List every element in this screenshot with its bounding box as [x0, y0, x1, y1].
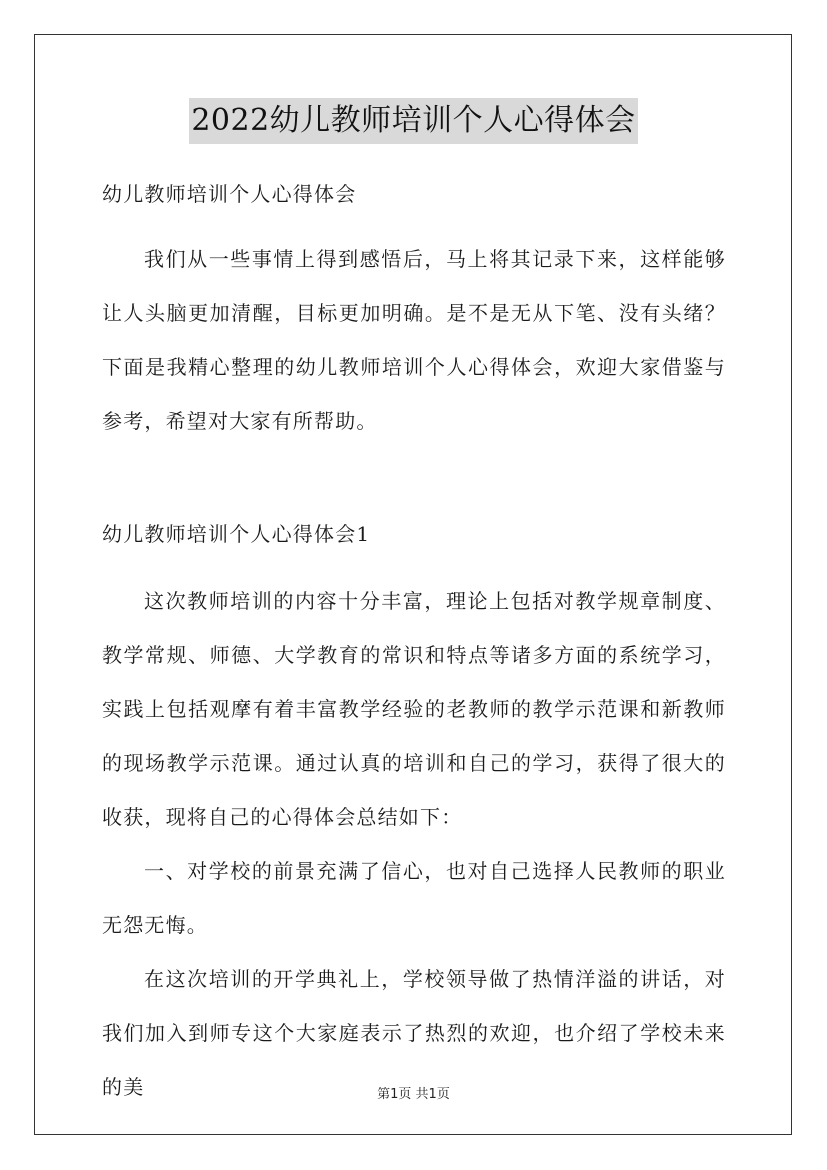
- section-title: 幼儿教师培训个人心得体会1: [102, 522, 371, 546]
- spacer: [102, 212, 726, 232]
- title-container: [0, 98, 827, 144]
- document-subtitle: 幼儿教师培训个人心得体会: [102, 182, 357, 206]
- document-body: [102, 176, 726, 1114]
- page-footer: 第1页 共1页: [377, 1087, 450, 1102]
- document-title: 2022幼儿教师培训个人心得体会: [189, 98, 637, 144]
- body-paragraph: 这次教师培训的内容十分丰富，理论上包括对教学规章制度、教学常规、师德、大学教育的常识和特点等诸多方面的系统学习，实践上包括观摩有着丰富教学经验的老教师的教学示范课和新教师的现场教学示范课。通过认真的培训和自己的学习，获得了很大的收获，现将自己的心得体会总结如下：: [102, 589, 726, 829]
- intro-paragraph: 我们从一些事情上得到感悟后，马上将其记录下来，这样能够让人头脑更加清醒，目标更加明确。是不是无从下笔、没有头绪？下面是我精心整理的幼儿教师培训个人心得体会，欢迎大家借鉴与参考，希望对大家有所帮助。: [102, 247, 726, 433]
- spacer: [102, 552, 726, 574]
- body-paragraph: 在这次培训的开学典礼上，学校领导做了热情洋溢的讲话，对我们加入到师专这个大家庭表示了热烈的欢迎，也介绍了学校未来的美: [102, 967, 726, 1099]
- body-paragraph: 一、对学校的前景充满了信心，也对自己选择人民教师的职业无怨无悔。: [102, 859, 726, 937]
- spacer: [102, 448, 726, 516]
